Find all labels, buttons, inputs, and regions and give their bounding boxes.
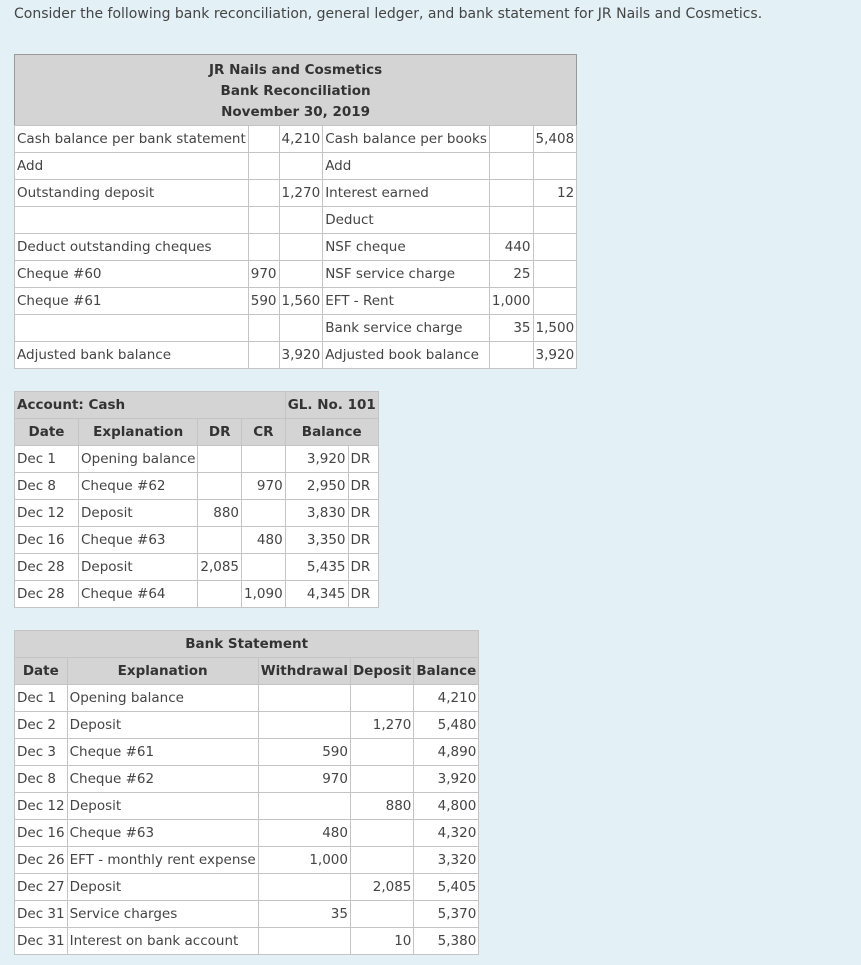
entry-credit: 970 (242, 473, 286, 500)
entry-debit (198, 581, 242, 608)
ledger-row (15, 527, 379, 554)
statement-row (15, 901, 479, 928)
bank-side-amount (248, 234, 279, 261)
bank-side-total (279, 234, 323, 261)
book-side-amount (489, 126, 533, 153)
statement-explanation: Cheque #62 (67, 766, 258, 793)
bank-side-total (279, 315, 323, 342)
book-side-total (533, 207, 577, 234)
reconciliation-row (15, 234, 577, 261)
statement-balance: 3,920 (414, 766, 479, 793)
book-side-amount (489, 180, 533, 207)
statement-deposit: 2,085 (350, 874, 413, 901)
statement-withdrawal: 590 (258, 739, 350, 766)
statement-deposit (350, 901, 413, 928)
statement-balance: 4,210 (414, 685, 479, 712)
statement-row (15, 928, 479, 955)
book-side-amount (489, 153, 533, 180)
reconciliation-title: Bank Reconciliation (15, 80, 577, 101)
reconciliation-row (15, 153, 577, 180)
statement-deposit (350, 739, 413, 766)
statement-withdrawal (258, 712, 350, 739)
book-side-amount (489, 342, 533, 369)
entry-balance: 5,435 (285, 554, 348, 581)
statement-balance: 4,800 (414, 793, 479, 820)
col-header-explanation: Explanation (67, 658, 258, 685)
col-header-balance: Balance (285, 419, 378, 446)
entry-balance-type: DR (348, 527, 378, 554)
reconciliation-row (15, 126, 577, 153)
reconciliation-date: November 30, 2019 (15, 101, 577, 126)
statement-withdrawal: 480 (258, 820, 350, 847)
book-side-label: Bank service charge (323, 315, 490, 342)
statement-row (15, 685, 479, 712)
statement-withdrawal: 35 (258, 901, 350, 928)
statement-deposit (350, 685, 413, 712)
book-side-total (533, 234, 577, 261)
statement-row (15, 820, 479, 847)
entry-balance: 2,950 (285, 473, 348, 500)
statement-date: Dec 8 (15, 766, 68, 793)
ledger-row (15, 500, 379, 527)
bank-side-amount: 590 (248, 288, 279, 315)
statement-explanation: Cheque #63 (67, 820, 258, 847)
ledger-row (15, 581, 379, 608)
bank-side-label: Cheque #60 (15, 261, 249, 288)
entry-balance-type: DR (348, 581, 378, 608)
col-header-explanation: Explanation (79, 419, 198, 446)
bank-side-label: Adjusted bank balance (15, 342, 249, 369)
statement-row (15, 739, 479, 766)
entry-balance-type: DR (348, 554, 378, 581)
statement-date: Dec 31 (15, 901, 68, 928)
bank-side-label: Deduct outstanding cheques (15, 234, 249, 261)
statement-deposit (350, 820, 413, 847)
statement-balance: 5,405 (414, 874, 479, 901)
entry-credit (242, 554, 286, 581)
book-side-label: Deduct (323, 207, 490, 234)
entry-balance: 3,920 (285, 446, 348, 473)
statement-date: Dec 26 (15, 847, 68, 874)
book-side-amount: 1,000 (489, 288, 533, 315)
book-side-label: EFT - Rent (323, 288, 490, 315)
bank-side-label: Add (15, 153, 249, 180)
bank-side-label (15, 315, 249, 342)
bank-reconciliation-table (14, 54, 577, 369)
bank-side-amount (248, 126, 279, 153)
col-header-cr: CR (242, 419, 286, 446)
entry-explanation: Deposit (79, 500, 198, 527)
bank-side-amount: 970 (248, 261, 279, 288)
col-header-deposit: Deposit (350, 658, 413, 685)
book-side-total: 5,408 (533, 126, 577, 153)
entry-debit (198, 473, 242, 500)
reconciliation-row (15, 288, 577, 315)
reconciliation-row (15, 180, 577, 207)
book-side-total (533, 153, 577, 180)
entry-explanation: Cheque #64 (79, 581, 198, 608)
bank-statement-table (14, 630, 479, 955)
entry-explanation: Deposit (79, 554, 198, 581)
statement-deposit (350, 766, 413, 793)
statement-date: Dec 12 (15, 793, 68, 820)
book-side-label: Adjusted book balance (323, 342, 490, 369)
bank-side-total: 4,210 (279, 126, 323, 153)
bank-side-total: 3,920 (279, 342, 323, 369)
statement-row (15, 847, 479, 874)
entry-credit: 480 (242, 527, 286, 554)
bank-side-total: 1,560 (279, 288, 323, 315)
statement-explanation: Opening balance (67, 685, 258, 712)
entry-debit: 2,085 (198, 554, 242, 581)
statement-row (15, 712, 479, 739)
entry-balance: 3,350 (285, 527, 348, 554)
bank-side-label: Cash balance per bank statement (15, 126, 249, 153)
statement-balance: 5,370 (414, 901, 479, 928)
statement-balance: 5,380 (414, 928, 479, 955)
statement-explanation: Interest on bank account (67, 928, 258, 955)
statement-deposit (350, 847, 413, 874)
book-side-amount: 35 (489, 315, 533, 342)
book-side-label: Add (323, 153, 490, 180)
statement-date: Dec 1 (15, 685, 68, 712)
general-ledger-table (14, 391, 379, 608)
col-header-date: Date (15, 419, 79, 446)
entry-credit (242, 446, 286, 473)
entry-balance: 4,345 (285, 581, 348, 608)
entry-balance-type: DR (348, 473, 378, 500)
statement-explanation: Service charges (67, 901, 258, 928)
statement-explanation: Cheque #61 (67, 739, 258, 766)
statement-explanation: Deposit (67, 712, 258, 739)
entry-explanation: Cheque #62 (79, 473, 198, 500)
ledger-row (15, 473, 379, 500)
statement-row (15, 874, 479, 901)
ledger-row (15, 554, 379, 581)
bank-side-total (279, 207, 323, 234)
account-label: Account: Cash (15, 392, 286, 419)
statement-date: Dec 31 (15, 928, 68, 955)
entry-date: Dec 1 (15, 446, 79, 473)
reconciliation-row (15, 342, 577, 369)
reconciliation-row (15, 207, 577, 234)
entry-balance: 3,830 (285, 500, 348, 527)
book-side-label: NSF cheque (323, 234, 490, 261)
reconciliation-row (15, 315, 577, 342)
entry-debit (198, 527, 242, 554)
statement-date: Dec 27 (15, 874, 68, 901)
entry-explanation: Cheque #63 (79, 527, 198, 554)
statement-balance: 3,320 (414, 847, 479, 874)
bank-side-amount (248, 315, 279, 342)
entry-balance-type: DR (348, 500, 378, 527)
book-side-label: NSF service charge (323, 261, 490, 288)
statement-explanation: Deposit (67, 793, 258, 820)
statement-balance: 4,890 (414, 739, 479, 766)
statement-withdrawal: 1,000 (258, 847, 350, 874)
statement-deposit: 10 (350, 928, 413, 955)
bank-side-amount (248, 342, 279, 369)
statement-date: Dec 16 (15, 820, 68, 847)
entry-debit (198, 446, 242, 473)
book-side-label: Cash balance per books (323, 126, 490, 153)
reconciliation-row (15, 261, 577, 288)
entry-date: Dec 12 (15, 500, 79, 527)
book-side-total: 1,500 (533, 315, 577, 342)
book-side-amount: 440 (489, 234, 533, 261)
entry-balance-type: DR (348, 446, 378, 473)
bank-side-label (15, 207, 249, 234)
bank-side-label: Outstanding deposit (15, 180, 249, 207)
statement-withdrawal: 970 (258, 766, 350, 793)
statement-row (15, 793, 479, 820)
statement-deposit: 880 (350, 793, 413, 820)
bank-side-label: Cheque #61 (15, 288, 249, 315)
book-side-amount (489, 207, 533, 234)
statement-withdrawal (258, 928, 350, 955)
book-side-amount: 25 (489, 261, 533, 288)
entry-date: Dec 16 (15, 527, 79, 554)
statement-explanation: EFT - monthly rent expense (67, 847, 258, 874)
entry-debit: 880 (198, 500, 242, 527)
book-side-total (533, 288, 577, 315)
bank-side-total (279, 261, 323, 288)
bank-side-amount (248, 207, 279, 234)
entry-date: Dec 28 (15, 554, 79, 581)
bank-side-amount (248, 153, 279, 180)
col-header-balance: Balance (414, 658, 479, 685)
statement-balance: 5,480 (414, 712, 479, 739)
statement-date: Dec 3 (15, 739, 68, 766)
book-side-total (533, 261, 577, 288)
book-side-total: 3,920 (533, 342, 577, 369)
col-header-date: Date (15, 658, 68, 685)
statement-withdrawal (258, 685, 350, 712)
intro-text: Consider the following bank reconciliation, general ledger, and bank statement for JR Nails and Cosmetics. (14, 6, 763, 22)
statement-deposit: 1,270 (350, 712, 413, 739)
statement-withdrawal (258, 874, 350, 901)
entry-credit: 1,090 (242, 581, 286, 608)
bank-side-total: 1,270 (279, 180, 323, 207)
book-side-total: 12 (533, 180, 577, 207)
col-header-dr: DR (198, 419, 242, 446)
statement-withdrawal (258, 793, 350, 820)
statement-title: Bank Statement (15, 631, 479, 658)
col-header-withdrawal: Withdrawal (258, 658, 350, 685)
entry-credit (242, 500, 286, 527)
statement-balance: 4,320 (414, 820, 479, 847)
ledger-row (15, 446, 379, 473)
entry-date: Dec 28 (15, 581, 79, 608)
gl-number: GL. No. 101 (285, 392, 378, 419)
statement-row (15, 766, 479, 793)
entry-explanation: Opening balance (79, 446, 198, 473)
bank-side-total (279, 153, 323, 180)
statement-date: Dec 2 (15, 712, 68, 739)
company-name: JR Nails and Cosmetics (15, 55, 577, 81)
book-side-label: Interest earned (323, 180, 490, 207)
bank-side-amount (248, 180, 279, 207)
statement-explanation: Deposit (67, 874, 258, 901)
entry-date: Dec 8 (15, 473, 79, 500)
